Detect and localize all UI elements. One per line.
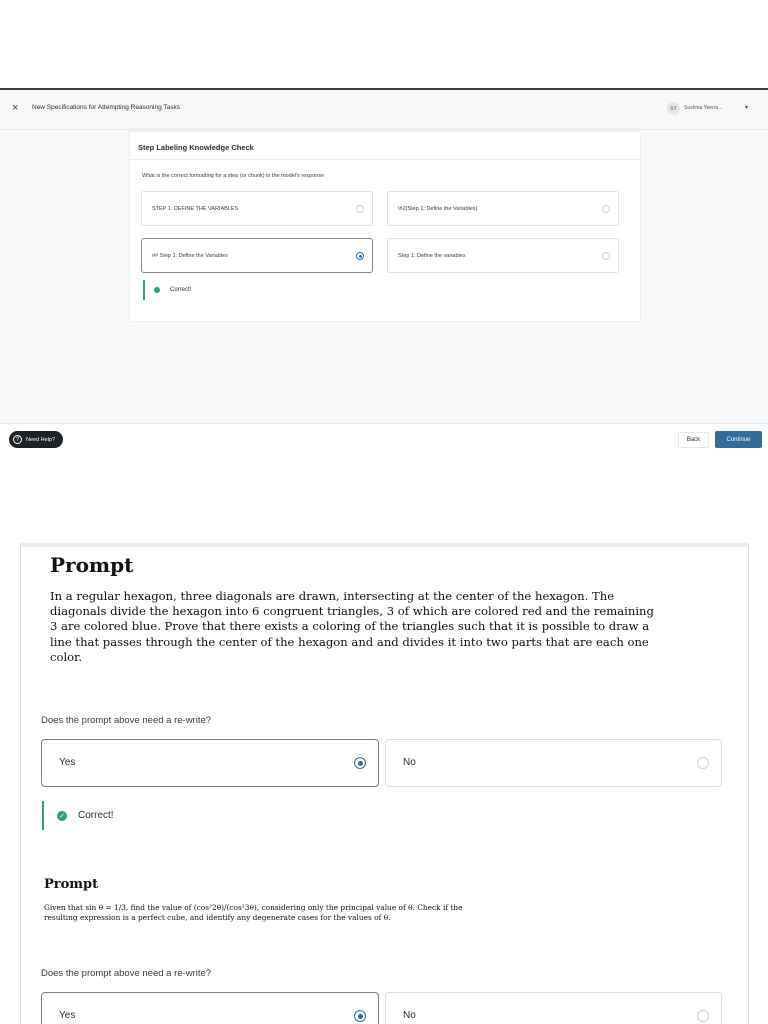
radio-button[interactable] bbox=[602, 252, 610, 260]
user-name[interactable]: Sushma Yeerra... bbox=[684, 105, 723, 111]
no-option[interactable] bbox=[385, 739, 722, 787]
prompt-heading: Prompt bbox=[44, 877, 99, 892]
feedback-correct bbox=[42, 801, 114, 830]
radio-button[interactable] bbox=[356, 205, 364, 213]
prompt-body bbox=[50, 589, 654, 665]
question-text: What is the correct formatting for a step (or chunk) in the model's response bbox=[142, 173, 325, 179]
need-help-label: Need Help? bbox=[26, 436, 56, 443]
prompt-line: resulting expression is a perfect cube, and identify any degenerate cases for the values of θ. bbox=[44, 913, 391, 922]
feedback-correct bbox=[143, 280, 191, 300]
document-title: New Specifications for Attempting Reasoning Tasks bbox=[32, 104, 181, 111]
option-label: Yes bbox=[59, 1010, 76, 1021]
option-label: Yes bbox=[59, 757, 76, 768]
bottom-screenshot bbox=[20, 543, 749, 1024]
chevron-down-icon[interactable]: ▾ bbox=[745, 105, 749, 111]
help-icon: ? bbox=[13, 435, 22, 444]
answer-option-1[interactable] bbox=[141, 191, 373, 226]
top-screenshot bbox=[0, 88, 768, 454]
radio-button[interactable] bbox=[697, 757, 709, 769]
continue-button[interactable]: Continue bbox=[715, 431, 762, 448]
prompt-line: Given that sin θ = 1/3, find the value of (cos²2θ)/(cos²3θ), considering only the principal value of θ. Check if the bbox=[44, 903, 463, 912]
option-label: \h2{Step 1: Define the Variables} bbox=[398, 206, 478, 212]
answer-option-3[interactable] bbox=[141, 238, 373, 273]
answer-option-2[interactable] bbox=[387, 191, 619, 226]
rewrite-question: Does the prompt above need a re-write? bbox=[41, 715, 212, 726]
answer-option-4[interactable] bbox=[387, 238, 619, 273]
check-circle-icon: ✓ bbox=[57, 811, 67, 821]
prompt-line: diagonals divide the hexagon into 6 congruent triangles, 3 of which are colored red and the remaining bbox=[50, 604, 654, 619]
knowledge-check-card bbox=[129, 131, 641, 322]
prompt-body bbox=[44, 903, 564, 923]
yes-option[interactable] bbox=[41, 992, 379, 1024]
prompt-line: color. bbox=[50, 649, 83, 664]
rewrite-question: Does the prompt above need a re-write? bbox=[41, 968, 212, 979]
need-help-button[interactable] bbox=[9, 431, 63, 448]
option-label: STEP 1: DEFINE THE VARIABLES bbox=[152, 206, 239, 212]
prompt-line: line that passes through the center of the hexagon and and divides it into two parts that are each one bbox=[50, 634, 649, 649]
divider bbox=[130, 159, 640, 160]
check-circle-icon bbox=[154, 287, 160, 293]
option-label: No bbox=[403, 757, 416, 768]
feedback-text: Correct! bbox=[78, 810, 114, 821]
radio-button-selected[interactable] bbox=[354, 757, 366, 769]
radio-button-selected[interactable] bbox=[354, 1010, 366, 1022]
prompt-line: In a regular hexagon, three diagonals are drawn, intersecting at the center of the hexagon. The bbox=[50, 589, 615, 603]
card-title: Step Labeling Knowledge Check bbox=[138, 143, 254, 152]
footer-bar bbox=[0, 423, 768, 456]
prompt-heading: Prompt bbox=[50, 553, 134, 577]
radio-button[interactable] bbox=[602, 205, 610, 213]
prompt-line: 3 are colored blue. Prove that there exists a coloring of the triangles such that it is possible to draw a bbox=[50, 619, 650, 634]
yes-option[interactable] bbox=[41, 739, 379, 787]
top-header-bar bbox=[0, 90, 768, 130]
user-avatar[interactable]: SY bbox=[667, 102, 680, 115]
radio-button-selected[interactable] bbox=[356, 252, 364, 260]
option-label: No bbox=[403, 1010, 416, 1021]
close-icon[interactable]: × bbox=[12, 102, 19, 114]
option-label: Step 1: Define the variables bbox=[398, 253, 466, 259]
no-option[interactable] bbox=[385, 992, 722, 1024]
radio-button[interactable] bbox=[697, 1010, 709, 1022]
feedback-text: Correct! bbox=[170, 287, 192, 293]
option-label: ## Step 1: Define the Variables bbox=[152, 253, 228, 259]
back-button[interactable]: Back bbox=[678, 432, 709, 448]
